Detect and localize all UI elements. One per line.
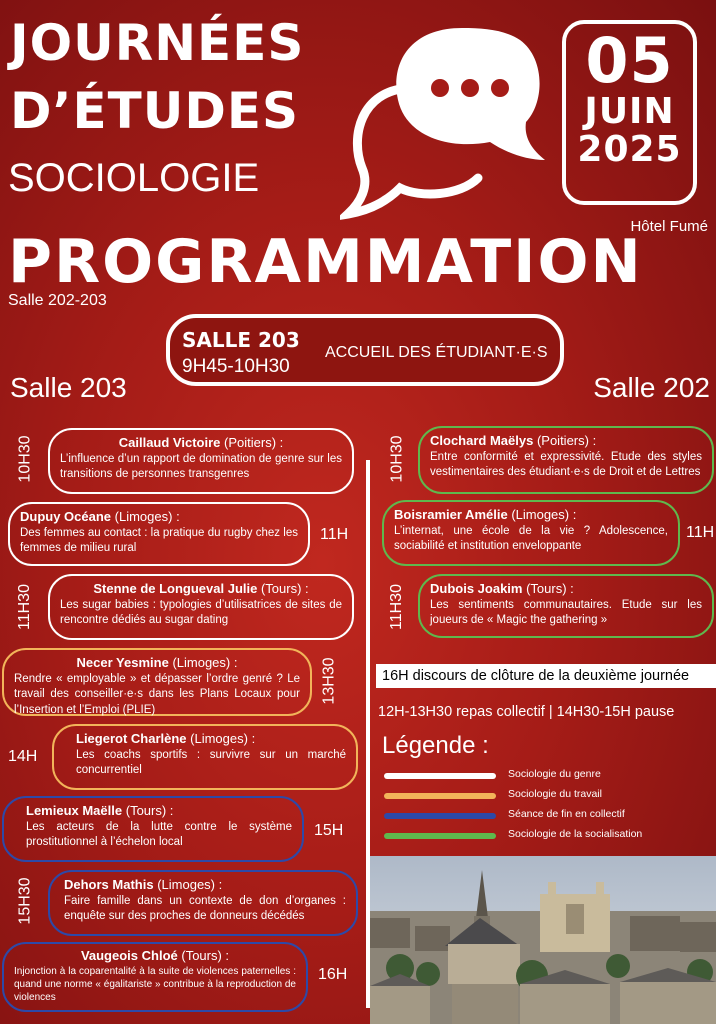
talk-description: Faire famille dans un contexte de don d’organes : enquête sur des proches de donneurs décédés xyxy=(64,894,346,923)
subtitle-sociologie: SOCIOLOGIE xyxy=(8,156,260,200)
legend-swatch xyxy=(384,813,496,819)
welcome-hour: 9H45-10H30 xyxy=(182,356,290,377)
speaker-name: Caillaud Victoire xyxy=(118,435,221,450)
talk-time: 10H30 xyxy=(16,435,34,483)
speaker-name: Clochard Maëlys xyxy=(430,433,534,448)
date-year: 2025 xyxy=(577,129,682,170)
talk-card xyxy=(48,428,354,494)
talk-card xyxy=(418,574,714,638)
talk-time: 11H xyxy=(320,526,349,543)
rooms-label: Salle 202-203 xyxy=(8,292,107,309)
talk-time: 15H30 xyxy=(16,877,34,925)
talk-time: 13H30 xyxy=(320,657,338,705)
welcome-text: ACCUEIL DES ÉTUDIANT·E·S xyxy=(325,344,548,361)
talk-description: L’influence d’un rapport de domination de genre sur les transitions de personnes transgenres xyxy=(60,452,342,481)
welcome-box xyxy=(166,314,564,386)
speaker-institution: (Limoges) : xyxy=(190,731,256,746)
legend-swatch xyxy=(384,833,496,839)
speaker-name: Liegerot Charlène xyxy=(76,731,187,746)
venue-label: Hôtel Fumé xyxy=(630,218,708,235)
speaker-institution: (Limoges) : xyxy=(172,655,238,670)
talk-description: Des femmes au contact : la pratique du rugby chez les femmes de milieu rural xyxy=(20,526,298,555)
talk-time: 14H xyxy=(8,748,38,765)
talk-card xyxy=(382,500,680,566)
speaker-name: Stenne de Longueval Julie xyxy=(93,581,258,596)
date-month: JUIN xyxy=(584,91,675,132)
speaker-institution: (Limoges) : xyxy=(114,509,180,524)
talk-card xyxy=(2,942,308,1012)
meals-info: 12H-13H30 repas collectif | 14H30-15H pause xyxy=(378,704,675,720)
speaker-institution: (Tours) : xyxy=(260,581,309,596)
date-day: 05 xyxy=(585,24,674,97)
talk-time: 15H xyxy=(314,822,344,839)
title-line-2: D’ÉTUDES xyxy=(10,82,300,140)
talk-time: 11H30 xyxy=(387,584,405,630)
legend-swatch xyxy=(384,773,496,779)
programmation-title: PROGRAMMATION xyxy=(8,227,643,297)
left-column-title: Salle 203 xyxy=(10,372,127,403)
legend-title: Légende : xyxy=(382,732,489,759)
talk-description: Les coachs sportifs : survivre sur un marché concurrentiel xyxy=(76,748,346,777)
legend-label: Sociologie du travail xyxy=(508,788,602,800)
legend-label: Séance de fin en collectif xyxy=(508,808,625,820)
speaker-name: Dehors Mathis xyxy=(64,877,154,892)
closing-banner: 16H discours de clôture de la deuxième journée xyxy=(376,664,716,688)
date-box xyxy=(562,20,697,205)
legend-label: Sociologie de la socialisation xyxy=(508,828,643,840)
talk-description: Les sugar babies : typologies d’utilisatrices de sites de rencontre dédiés au sugar dating xyxy=(60,598,342,627)
speaker-name: Boisramier Amélie xyxy=(394,507,508,522)
talk-description: Rendre « employable » et dépasser l’ordre genré ? Le travail des conseiller·e·s dans les Plans Locaux pour l’Insertion et l’Emploi (PLIE) xyxy=(14,672,300,716)
speaker-institution: (Poitiers) : xyxy=(536,433,597,448)
talk-card xyxy=(2,648,312,716)
city-photo xyxy=(370,856,716,1024)
talk-card xyxy=(48,574,354,640)
speaker-institution: (Tours) : xyxy=(181,948,230,963)
speaker-institution: (Tours) : xyxy=(125,803,174,818)
talk-description: Entre conformité et expressivité. Etude des styles vestimentaires des étudiant·e·s de Droit et de Lettres xyxy=(430,450,702,479)
talk-card xyxy=(2,796,304,862)
talk-card xyxy=(418,426,714,494)
title-line-1: JOURNÉES xyxy=(10,14,305,72)
legend-label: Sociologie du genre xyxy=(508,768,601,780)
speaker-name: Lemieux Maëlle xyxy=(26,803,123,818)
talk-description: Les sentiments communautaires. Etude sur les joueurs de « Magic the gathering » xyxy=(430,598,702,627)
talk-card xyxy=(8,502,310,566)
talk-time: 16H xyxy=(318,966,348,983)
speaker-institution: (Poitiers) : xyxy=(224,435,284,450)
talk-description: Injonction à la coparentalité à la suite de violences paternelles : quand une norme « égalitariste » contribue à la reproduction de violences xyxy=(14,965,296,1003)
speaker-institution: (Tours) : xyxy=(526,581,574,596)
talk-time: 11H30 xyxy=(15,584,33,630)
right-column-title: Salle 202 xyxy=(593,372,710,403)
talk-time: 11H xyxy=(686,524,715,541)
talk-card xyxy=(48,870,358,936)
legend-swatch xyxy=(384,793,496,799)
welcome-room: SALLE 203 xyxy=(182,328,300,352)
talk-description: Les acteurs de la lutte contre le système prostitutionnel à l’échelon local xyxy=(26,820,292,849)
speaker-name: Necer Yesmine xyxy=(76,655,169,670)
talk-card xyxy=(52,724,358,790)
speaker-institution: (Limoges) : xyxy=(511,507,577,522)
speaker-name: Dupuy Océane xyxy=(20,509,112,524)
speaker-name: Dubois Joakim xyxy=(430,581,523,596)
speaker-institution: (Limoges) : xyxy=(157,877,223,892)
talk-description: L’internat, une école de la vie ? Adolescence, sociabilité et institution enveloppante xyxy=(394,524,668,553)
speaker-name: Vaugeois Chloé xyxy=(80,948,178,963)
talk-time: 10H30 xyxy=(388,435,406,483)
speech-bubbles-icon xyxy=(340,18,560,228)
